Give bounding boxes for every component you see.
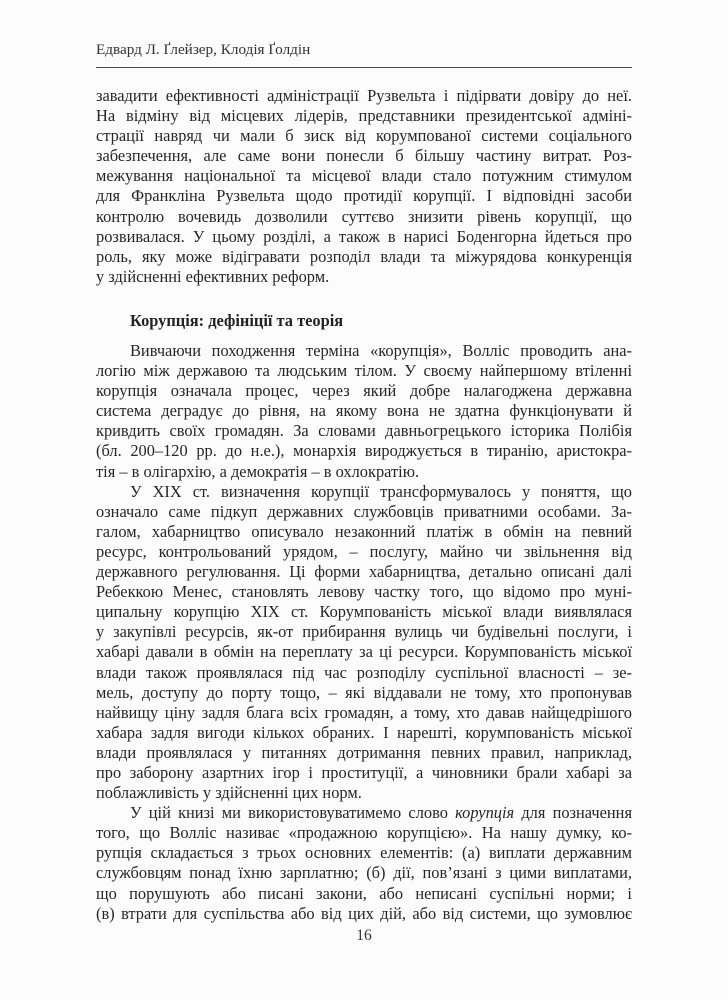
text-line: поблажливість у здійсненні цих норм. (96, 783, 362, 803)
text-fragment: У цій книзі ми використовуватимемо слово (130, 803, 456, 823)
text-line-with-emphasis (96, 803, 632, 823)
text-line: Ребеккою Менес, становлять левову частку того, що відомо про муні- (96, 582, 632, 602)
text-line: межування національної та місцевої влади стало потужним стимулом (96, 166, 632, 186)
text-line: (бл. 200–120 рр. до н.е.), монархія вироджується в тиранію, аристокра- (96, 441, 632, 461)
text-line: означало саме підкуп державних службовців приватними особами. За- (96, 501, 632, 521)
text-line: ципальну корупцію XIX ст. Корумпованість міської влади виявлялася (96, 602, 632, 622)
text-line: у закупівлі ресурсів, як-от прибирання вулиць чи будівельні послуги, і (96, 622, 632, 642)
text-line: тія – в олігархію, а демократія – в охлократію. (96, 461, 420, 481)
text-line: галом, хабарництво описувало незаконний платіж в обмін на певний (96, 521, 632, 541)
text-line: страції навряд чи мали б зиск від корумпованої системи соціального (96, 126, 632, 146)
text-fragment: для позначення (514, 803, 632, 823)
text-line: кривдить своїх громадян. За словами давньогрецького історика Полібія (96, 421, 632, 441)
text-line: У XIX ст. визначення корупції трансформувалось у поняття, що (130, 481, 632, 501)
text-line: На відміну від місцевих лідерів, представники президентської адміні- (96, 106, 632, 126)
emphasized-term: корупція (455, 803, 515, 823)
text-line: завадити ефективності адміністрації Рузвельта і підірвати довіру до неї. (96, 86, 632, 105)
text-line: логію між державою та людським тілом. У своєму найпершому втіленні (96, 361, 632, 381)
text-line: корупція означала процес, через який добре налагоджена державна (96, 381, 632, 401)
paragraph-1 (96, 86, 632, 287)
text-line: що порушують або писані закони, або неписані суспільні норми; і (96, 883, 632, 903)
header-rule (96, 67, 632, 68)
text-line: найвищу ціну задля блага всіх громадян, а тому, хто давав найщедрішого (96, 702, 632, 722)
running-head-authors: Едвард Л. Ґлейзер, Клодія Ґолдін (96, 41, 311, 58)
section-heading: Корупція: дефініції та теорія (130, 311, 344, 330)
text-line: ресурс, контрольований урядом, – послугу, майно чи звільнення від (96, 541, 632, 561)
text-line: державного регулювання. Ці форми хабарництва, детально описані далі (96, 562, 632, 582)
text-line: влади також проявлялася під час розподілу суспільної власності – зе- (96, 662, 632, 682)
text-line: розвивалася. У цьому розділі, а також в нарисі Боденгорна йдеться про (96, 226, 632, 246)
paragraph-2 (96, 341, 632, 924)
text-line: мель, доступу до порту тощо, – які віддавали не тому, хто пропонував (96, 682, 632, 702)
text-line: система деградує до рівня, на якому вона не здатна функціонувати й (96, 401, 632, 421)
text-line: про заборону азартних ігор і проституції, а чиновники брали хабарі за (96, 762, 632, 782)
text-line: Вивчаючи походження терміна «корупція», Волліс проводить ана- (130, 341, 632, 360)
text-line: влади проявлялася у питаннях дотримання певних правил, наприклад, (96, 742, 632, 762)
text-line: хабара задля вигоди кількох обраних. І нарешті, корумпованість міської (96, 722, 632, 742)
text-line: для Франкліна Рузвельта щодо протидії корупції. І відповідні засоби (96, 186, 632, 206)
text-line: рупція складається з трьох основних елементів: (а) виплати державним (96, 843, 632, 863)
text-line: того, що Волліс називає «продажною корупцією». На нашу думку, ко- (96, 823, 632, 843)
text-line: забезпечення, але саме вони понесли б більшу частину витрат. Роз- (96, 146, 632, 166)
text-line: контролю вочевидь дозволили суттєво знизити рівень корупції, що (96, 206, 632, 226)
text-line: (в) втрати для суспільства або від цих дій, або від системи, що зумовлює (96, 903, 632, 923)
page-number: 16 (356, 927, 372, 944)
text-line: службовцям понад їхню зарплатню; (б) дії, пов’язані з цими виплатами, (96, 863, 632, 883)
text-line: у здійсненні ефективних реформ. (96, 266, 330, 286)
text-line: хабарі давали в обмін на переплату за ці ресурси. Корумпованість міської (96, 642, 632, 662)
text-line: роль, яку може відігравати розподіл влади та міжурядова конкуренція (96, 246, 632, 266)
